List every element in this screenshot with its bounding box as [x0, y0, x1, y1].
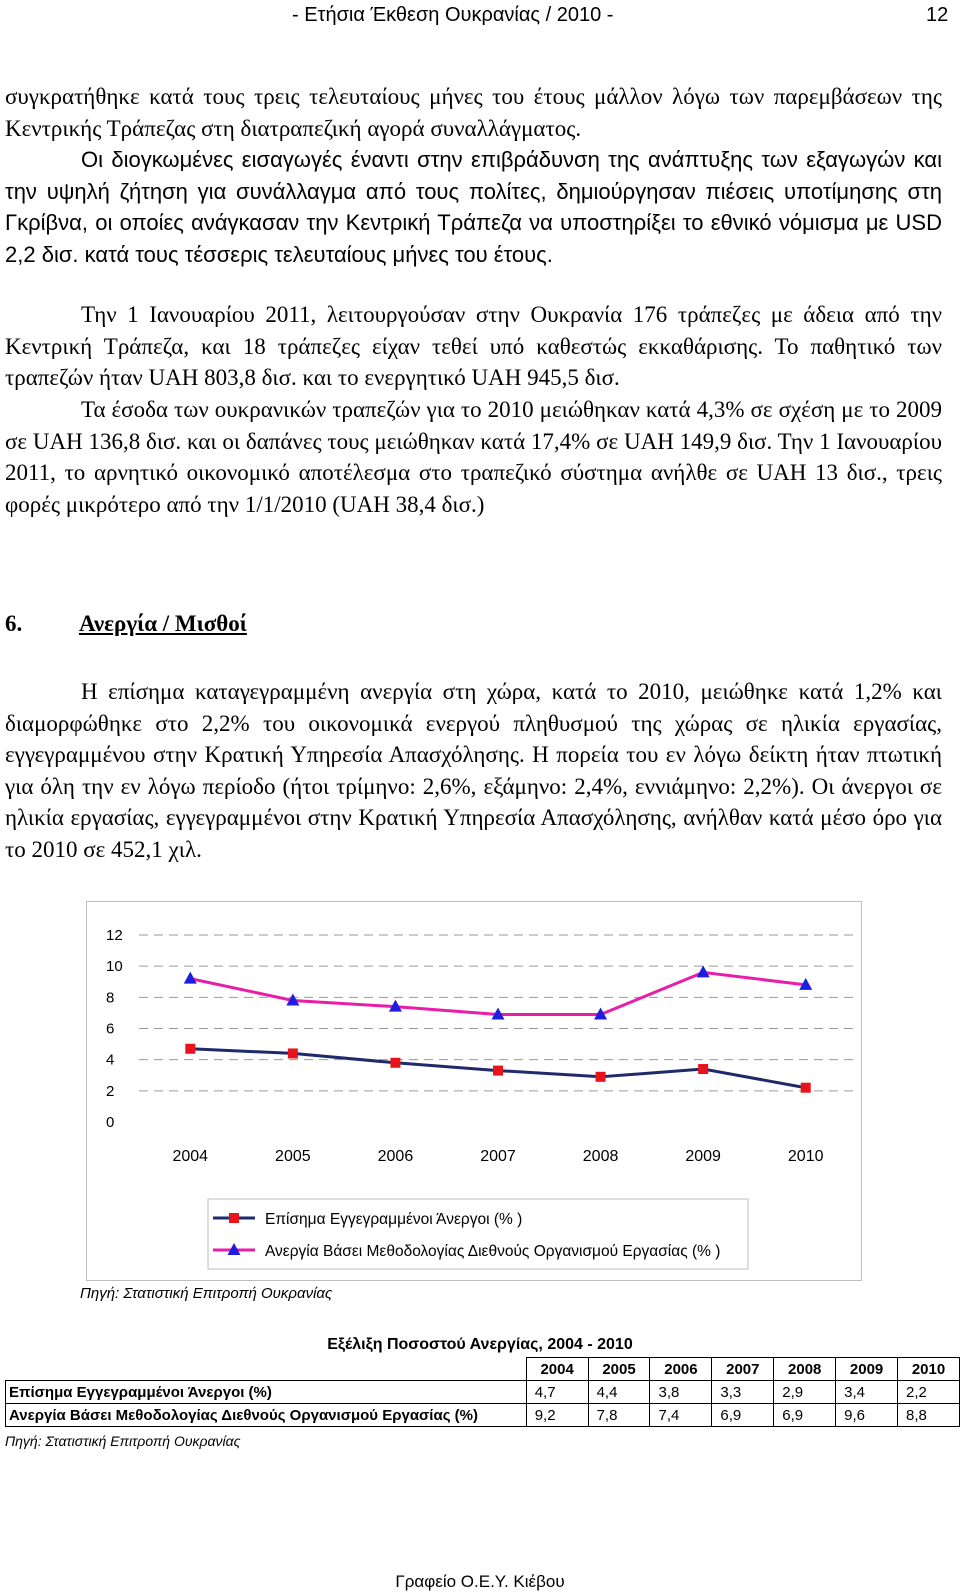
- chart-x-tick-label: 2010: [787, 1148, 824, 1165]
- chart-x-tick-label: 2009: [685, 1148, 721, 1165]
- chart-y-tick-label: 2: [106, 1082, 115, 1100]
- chart-series: [184, 965, 812, 1092]
- table-cell: 7,8: [588, 1404, 650, 1427]
- chart-point: [493, 1066, 503, 1076]
- chart-legend-label: Ανεργία Βάσει Μεθοδολογίας Διεθνούς Οργανισμού Εργασίας (% ): [265, 1243, 721, 1260]
- table-cell: 6,9: [712, 1404, 774, 1427]
- chart-legend: [208, 1199, 748, 1269]
- chart-x-tick-label: 2007: [480, 1148, 516, 1165]
- unemployment-chart: [86, 901, 862, 1281]
- chart-point: [288, 1048, 298, 1058]
- table-cell: 2,9: [774, 1381, 836, 1404]
- table-cell: 3,3: [712, 1381, 774, 1404]
- paragraph-bank-income: Τα έσοδα των ουκρανικών τραπεζών για το 2010 μειώθηκαν κατά 4,3% σε σχέση με το 2009 σε UAH 136,8 δισ. και οι δαπάνες τους μειώθηκαν κατά 17,4% σε UAH 149,9 δισ. Την 1 Ιανουαρίου 2011, το αρνητικό οικονομικό αποτέλεσμα στο τραπεζικό σύστημα ανήλθε σε UAH 13 δισ., τρεις φορές μικρότερο από την 1/1/2010 (UAH 38,4 δισ.): [5, 397, 942, 517]
- chart-svg: [87, 902, 861, 1280]
- paragraph-banks-count: Την 1 Ιανουαρίου 2011, λειτουργούσαν στην Ουκρανία 176 τράπεζες με άδεια από την Κεντρική Τράπεζα, και 18 τράπεζες είχαν τεθεί υπό καθεστώς εκκαθάρισης. Το παθητικό των τραπεζών ήταν UAH 803,8 δισ. και το ενεργητικό UAH 945,5 δισ.: [5, 302, 942, 391]
- chart-y-tick-label: 12: [106, 927, 123, 944]
- chart-point: [184, 972, 197, 984]
- table-source: Πηγή: Στατιστική Επιτροπή Ουκρανίας: [5, 1433, 241, 1449]
- section-number: 6.: [5, 611, 23, 636]
- table-cell: 8,8: [898, 1404, 960, 1427]
- chart-x-tick-label: 2006: [377, 1148, 414, 1165]
- page-header: [0, 4, 960, 28]
- table-cell: 7,4: [650, 1404, 712, 1427]
- chart-legend-label: Επίσημα Εγγεγραμμένοι Άνεργοι (% ): [265, 1211, 523, 1228]
- table-year-cell: 2006: [650, 1358, 712, 1381]
- table-title: Εξέλιξη Ποσοστού Ανεργίας, 2004 - 2010: [327, 1336, 633, 1353]
- section-title: Ανεργία / Μισθοί: [79, 611, 247, 636]
- chart-point: [390, 1058, 400, 1068]
- chart-x-tick-label: 2004: [172, 1148, 209, 1165]
- paragraph-unemployment: Η επίσημα καταγεγραμμένη ανεργία στη χώρα, κατά το 2010, μειώθηκε κατά 1,2% και διαμορφώθηκε στο 2,2% του οικονομικά ενεργού πληθυσμού της χώρας σε ηλικία εργασίας, εγγεγραμμένου στην Κρατική Υπηρεσία Απασχόλησης. Η πορεία του εν λόγω δείκτη ήταν πτωτική για όλη την εν λόγω περίοδο (ήτοι τρίμηνο: 2,6%, εξάμηνο: 2,4%, εννιάμηνο: 2,2%). Οι άνεργοι σε ηλικία εργασίας, εγγεγραμμένοι στην Κρατική Υπηρεσία Απασχόλησης, ανήλθαν κατά μέσο όρο για το 2010 σε 452,1 χιλ.: [5, 679, 942, 862]
- chart-y-tick-label: 8: [106, 989, 115, 1007]
- table-header-row: [6, 1358, 960, 1381]
- chart-y-tick-label: 0: [106, 1114, 115, 1131]
- section-heading: [5, 611, 247, 637]
- chart-point: [801, 1083, 811, 1093]
- paragraph-currency-pressure: Οι διογκωμένες εισαγωγές έναντι στην επιβράδυνση της ανάπτυξης των εξαγωγών και την υψηλή ζήτηση για συνάλλαγμα από τους πολίτες, δημιούργησαν πιέσεις υποτίμησης στη Γκρίβνα, οι οποίες ανάγκασαν την Κεντρική Τράπεζα να υποστηρίξει το εθνικό νόμισμα με USD 2,2 δισ. κατά τους τέσσερις τελευταίους μήνες του έτους.: [5, 147, 942, 267]
- unemployment-table: [5, 1357, 960, 1427]
- table-cell: 6,9: [774, 1404, 836, 1427]
- table-row-label: Επίσημα Εγγεγραμμένοι Άνεργοι (%): [6, 1381, 527, 1404]
- table-cell: 2,2: [898, 1381, 960, 1404]
- chart-y-tick-label: 6: [106, 1020, 115, 1038]
- chart-source: Πηγή: Στατιστική Επιτροπή Ουκρανίας: [80, 1285, 333, 1302]
- table-cell: 9,6: [836, 1404, 898, 1427]
- table-corner-cell: [6, 1358, 527, 1381]
- table-year-cell: 2008: [774, 1358, 836, 1381]
- table-year-cell: 2010: [898, 1358, 960, 1381]
- chart-legend-marker: [229, 1213, 239, 1223]
- table-cell: 4,7: [526, 1381, 588, 1404]
- table-cell: 3,4: [836, 1381, 898, 1404]
- chart-axes: [106, 927, 824, 1165]
- page-number: 12: [926, 4, 949, 26]
- table-row-label: Ανεργία Βάσει Μεθοδολογίας Διεθνούς Οργανισμού Εργασίας (%): [6, 1404, 527, 1427]
- document-title: - Ετήσια Έκθεση Ουκρανίας / 2010 -: [292, 4, 614, 26]
- table-cell: 3,8: [650, 1381, 712, 1404]
- chart-y-tick-label: 4: [106, 1051, 115, 1069]
- table-year-cell: 2007: [712, 1358, 774, 1381]
- chart-point: [185, 1044, 195, 1054]
- chart-y-tick-label: 10: [106, 958, 123, 976]
- table-row: [6, 1381, 960, 1404]
- table-cell: 9,2: [526, 1404, 588, 1427]
- chart-x-tick-label: 2008: [582, 1148, 619, 1165]
- table-row: [6, 1404, 960, 1427]
- table-year-cell: 2009: [836, 1358, 898, 1381]
- paragraph-fx-intervention: συγκρατήθηκε κατά τους τρεις τελευταίους μήνες του έτους μάλλον λόγω των παρεμβάσεων της Κεντρικής Τράπεζας στη διατραπεζική αγορά συναλλάγματος.: [5, 84, 942, 141]
- chart-point: [596, 1072, 606, 1082]
- table-cell: 4,4: [588, 1381, 650, 1404]
- chart-point: [697, 965, 710, 977]
- table-year-cell: 2004: [526, 1358, 588, 1381]
- chart-point: [698, 1064, 708, 1074]
- chart-x-tick-label: 2005: [275, 1148, 311, 1165]
- table-year-cell: 2005: [588, 1358, 650, 1381]
- page-footer: Γραφείο Ο.Ε.Υ. Κιέβου: [395, 1572, 565, 1591]
